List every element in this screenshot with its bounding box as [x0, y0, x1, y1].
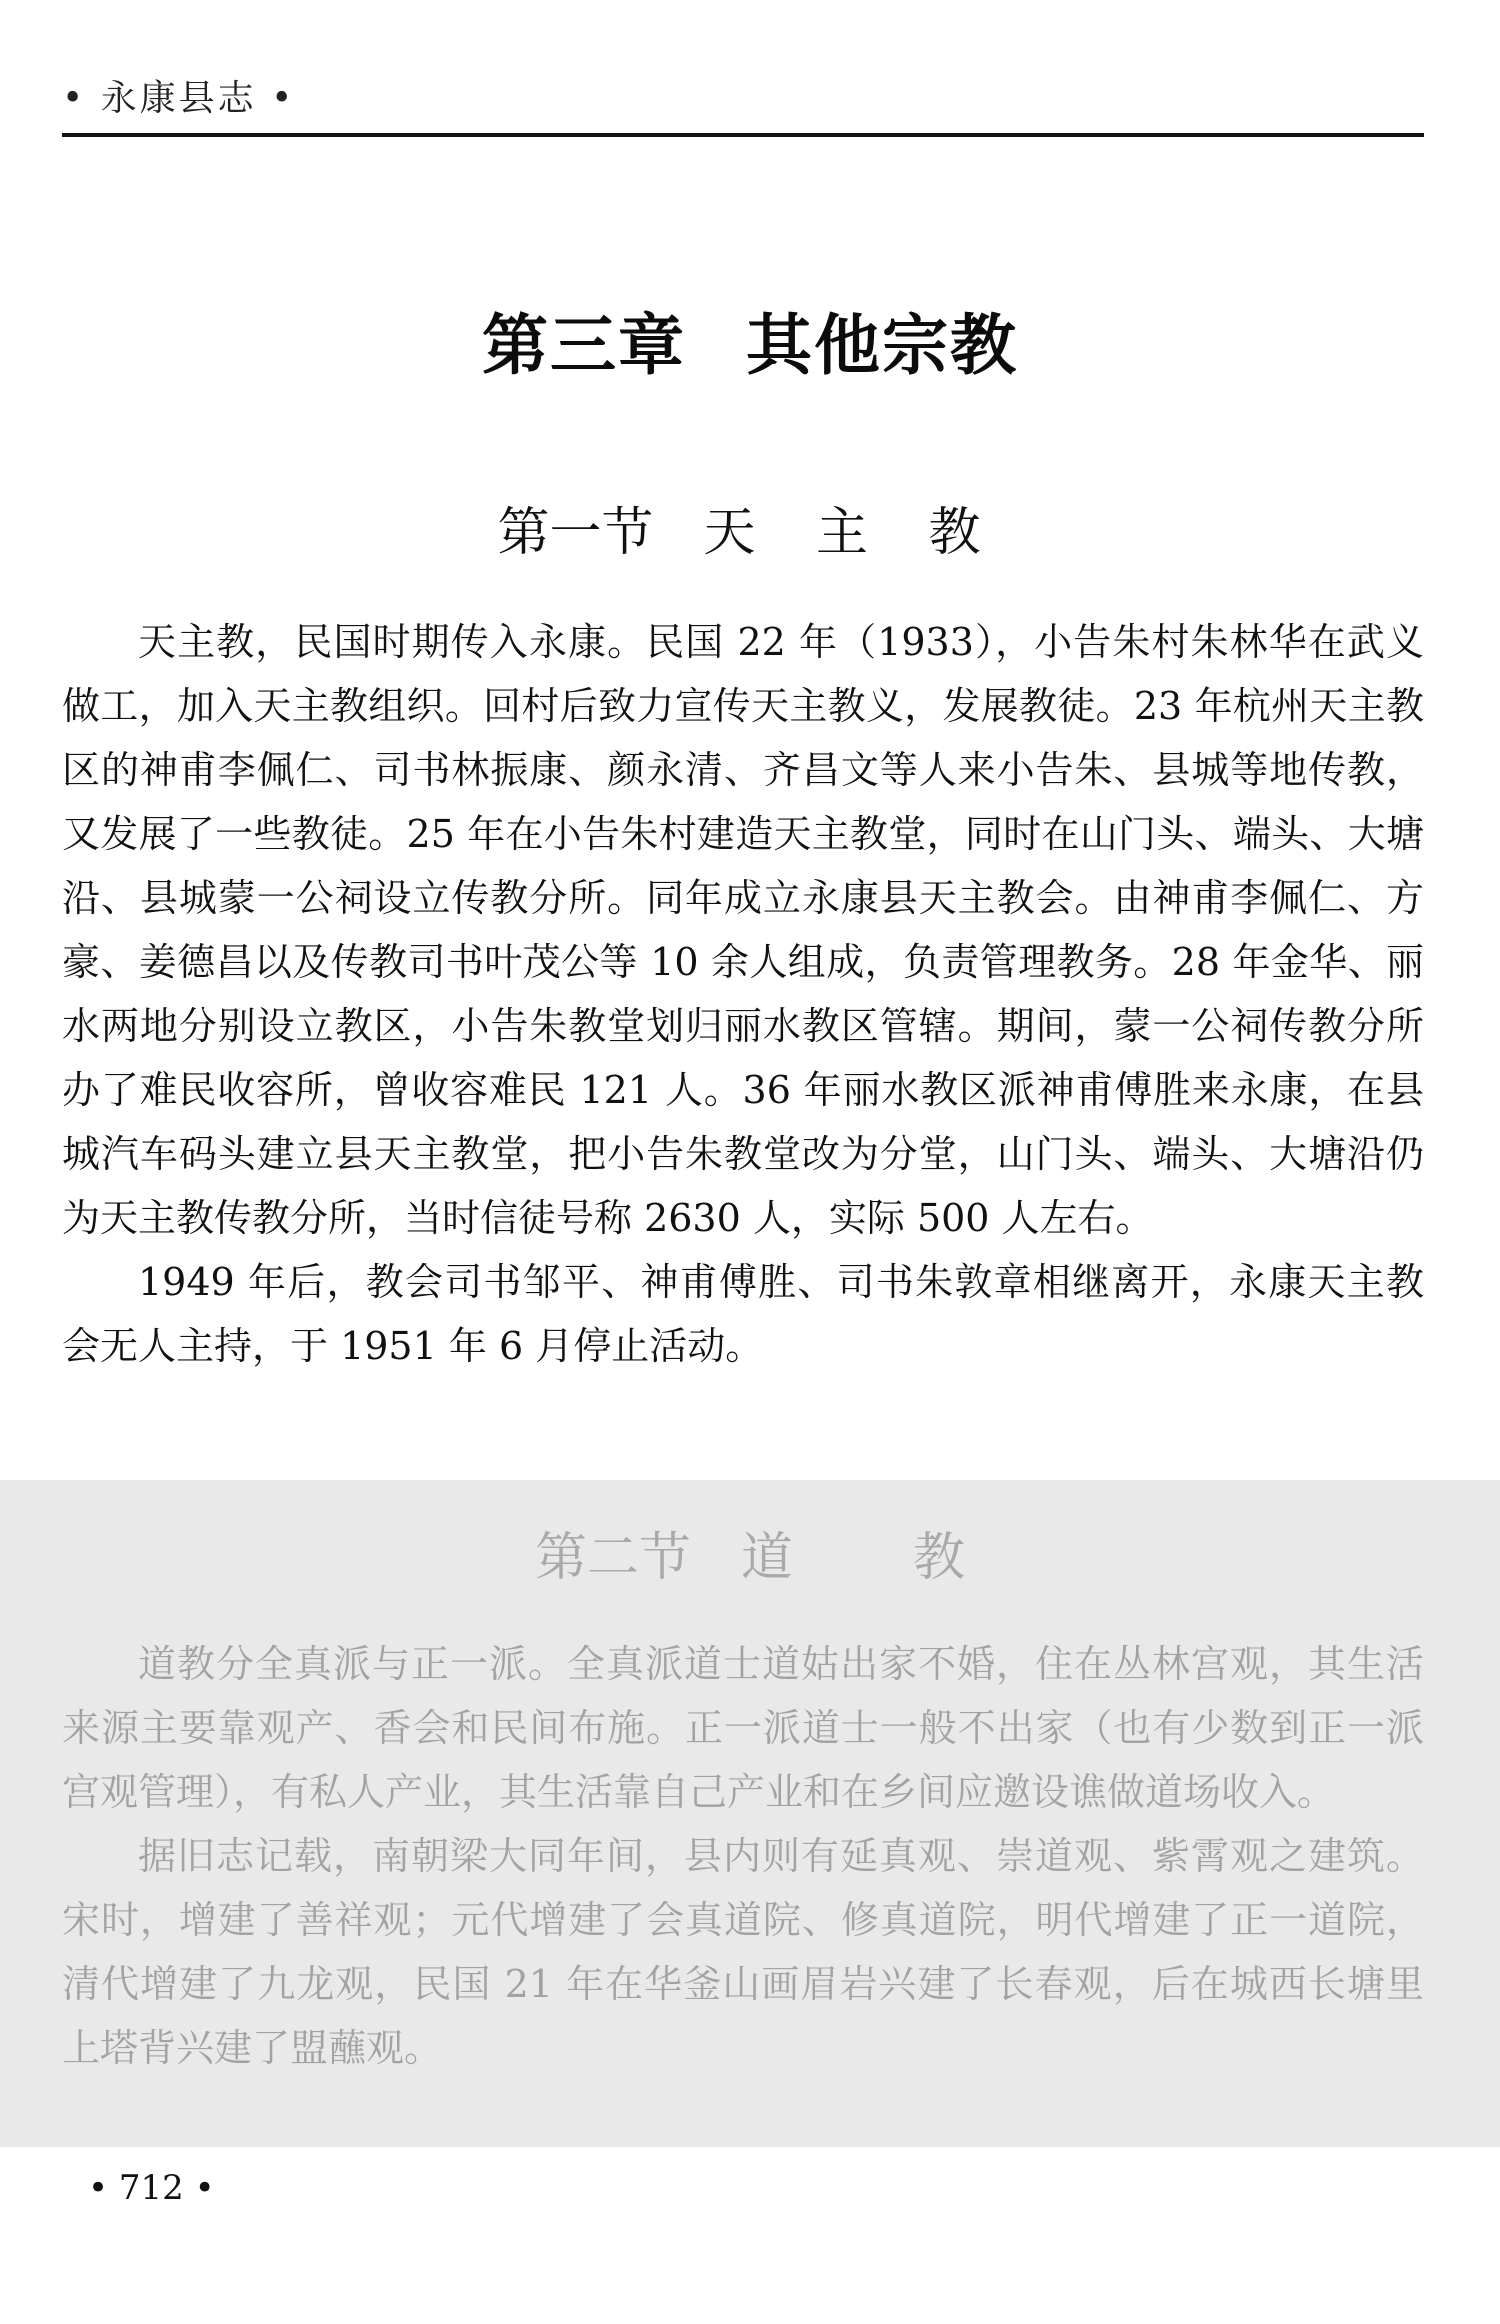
section-2-name-char1: 道 — [740, 1528, 793, 1588]
header-rule — [62, 133, 1424, 137]
section-1-paragraph: 天主教，民国时期传入永康。民国 22 年（1933），小告朱村朱林华在武义做工，加入天主教组织。回村后致力宣传天主教义，发展教徒。23 年杭州天主教区的神甫李佩仁、司书林振康、颜永清、齐昌文等人来小告朱、县城等地传教，又发展了一些教徒。25 年在小告朱村建造天主教堂，同时在山门头、端头、大塘沿、县城蒙一公祠设立传教分所。同年成立永康县天主教会。由神甫李佩仁、方豪、姜德昌以及传教司书叶茂公等 10 余人组成，负责管理教务。28 年金华、丽水两地分别设立教区，小告朱教堂划归丽水教区管辖。期间，蒙一公祠传教分所办了难民收容所，曾收容难民 121 人。36 年丽水教区派神甫傅胜来永康，在县城汽车码头建立县天主教堂，把小告朱教堂改为分堂，山门头、端头、大塘沿仍为天主教传教分所，当时信徒号称 2630 人，实际 500 人左右。 — [62, 620, 1424, 1240]
section-2-name-char2: 教 — [913, 1528, 966, 1588]
chapter-title — [0, 292, 1500, 387]
section-1-title — [0, 490, 1500, 565]
chapter-name: 其他宗教 — [746, 307, 1018, 384]
running-header: • 永康县志 • — [62, 78, 296, 119]
section-1-body — [62, 610, 1424, 1378]
section-1-paragraph: 1949 年后，教会司书邹平、神甫傅胜、司书朱敦章相继离开，永康天主教会无人主持，于 1951 年 6 月停止活动。 — [62, 1260, 1424, 1368]
section-1-label: 第一节 — [497, 503, 654, 563]
section-2-title — [0, 1515, 1500, 1590]
page-number: • 712 • — [88, 2168, 215, 2208]
section-2-paragraph: 道教分全真派与正一派。全真派道士道姑出家不婚，住在丛林宫观，其生活来源主要靠观产、香会和民间布施。正一派道士一般不出家（也有少数到正一派宫观管理），有私人产业，其生活靠自己产业和在乡间应邀设谯做道场收入。 — [62, 1642, 1424, 1814]
section-1-name: 天 主 教 — [703, 503, 1003, 563]
chapter-label: 第三章 — [482, 307, 686, 384]
section-2-paragraph: 据旧志记载，南朝梁大同年间，县内则有延真观、崇道观、紫霄观之建筑。宋时，增建了善祥观；元代增建了会真道院、修真道院，明代增建了正一道院，清代增建了九龙观，民国 21 年在华釜山画眉岩兴建了长春观，后在城西长塘里上塔背兴建了盟蘸观。 — [62, 1834, 1424, 2070]
section-2-body — [62, 1632, 1424, 2080]
section-2-label: 第二节 — [534, 1528, 691, 1588]
